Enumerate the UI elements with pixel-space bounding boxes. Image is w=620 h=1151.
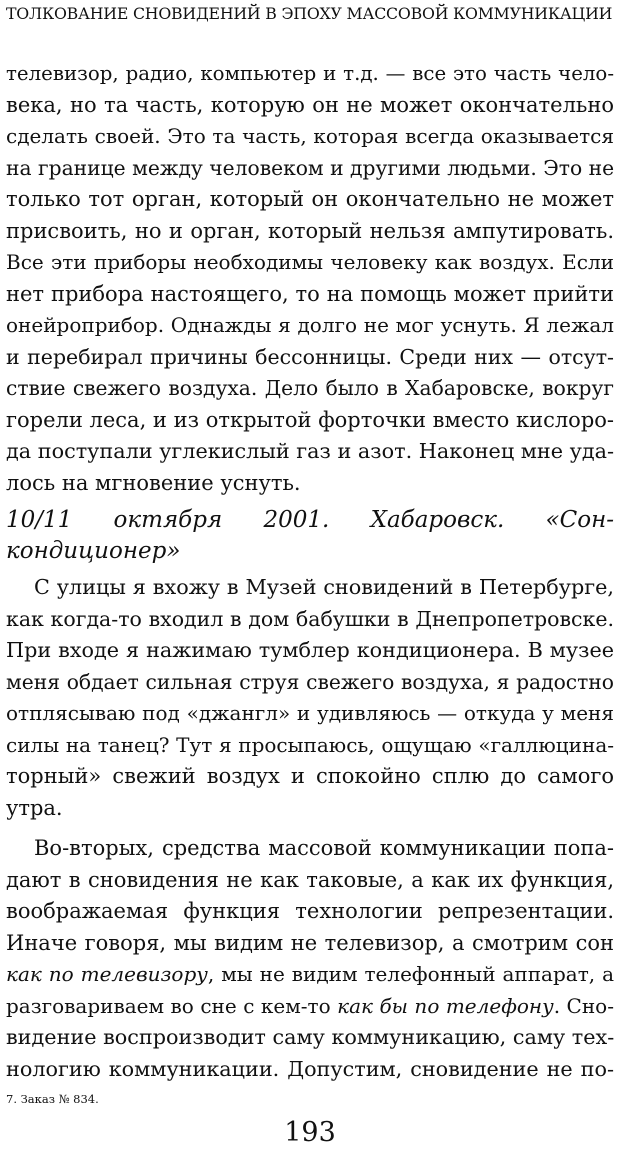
text-span: . Сно-: [553, 993, 614, 1018]
text-line: на границе между человеком и другими людьми. Это не: [6, 155, 615, 180]
italic-phrase: как бы по телефону: [337, 993, 554, 1018]
paragraph-3: [6, 833, 614, 1085]
text-line: да поступали углекислый газ и азот. Наконец мне уда-: [6, 439, 614, 463]
text-line: При входе я нажимаю тумблер кондиционера. В музее: [6, 638, 614, 662]
text-line: века, но та часть, которую он не может окончательно: [6, 92, 614, 117]
text-line: нет прибора настоящего, то на помощь может прийти: [6, 281, 614, 306]
text-line: Иначе говоря, мы видим не телевизор, а смотрим сон: [6, 930, 614, 955]
text-line: нологию коммуникации. Допустим, сновидение не по-: [6, 1056, 614, 1081]
text-line: присвоить, но и орган, который нельзя ампутировать.: [6, 218, 614, 243]
paragraph-2: [6, 572, 614, 824]
text-line: видение воспроизводит саму коммуникацию, саму тех-: [6, 1025, 615, 1049]
text-span: , мы не видим телефонный аппарат, а: [207, 962, 614, 986]
text-line: утра.: [6, 795, 63, 820]
paragraph-1: [6, 58, 614, 499]
text-line: ствие свежего воздуха. Дело было в Хабаровске, вокруг: [6, 376, 614, 400]
page-number: 193: [284, 1117, 336, 1148]
text-line: [6, 991, 614, 1023]
text-line: и перебирал причины бессонницы. Среди них — отсут-: [6, 344, 614, 369]
text-line: только тот орган, который он окончательно не может: [6, 187, 614, 211]
text-line: онейроприбор. Однажды я долго не мог уснуть. Я лежал: [6, 313, 614, 337]
text-line: телевизор, радио, компьютер и т.д. — все это часть чело-: [6, 62, 614, 85]
text-line: Во-вторых, средства массовой коммуникации попа-: [34, 836, 614, 860]
text-line: торный» свежий воздух и спокойно сплю до самого: [6, 764, 614, 788]
heading-line: 10/11 октября 2001. Хабаровск. «Сон-: [6, 507, 614, 533]
text-line: сделать своей. Это та часть, которая всегда оказывается: [6, 124, 614, 148]
text-line: меня обдает сильная струя свежего воздуха, я радостно: [6, 669, 614, 694]
text-line: Все эти приборы необходимы человеку как воздух. Если: [6, 250, 614, 274]
signature-footnote: 7. Заказ № 834.: [6, 1092, 99, 1106]
text-span: разговариваем во сне с кем-то: [6, 993, 338, 1018]
text-line: как когда-то входил в дом бабушки в Днепропетровске.: [6, 606, 614, 631]
heading-line: кондиционер»: [6, 538, 181, 564]
text-line: С улицы я вхожу в Музей сновидений в Петербурге,: [34, 575, 614, 599]
dream-heading: [6, 505, 614, 567]
text-line: [6, 959, 614, 991]
running-head: ТОЛКОВАНИЕ СНОВИДЕНИЙ В ЭПОХУ МАССОВОЙ КОММУНИКАЦИИ: [6, 4, 613, 23]
text-line: горели леса, и из открытой форточки вместо кислоро-: [6, 407, 614, 432]
text-line: воображаемая функция технологии репрезентации.: [6, 899, 614, 923]
text-line: дают в сновидения не как таковые, а как их функция,: [6, 867, 614, 892]
text-line: лось на мгновение уснуть.: [6, 470, 301, 495]
text-line: отплясываю под «джангл» и удивляюсь — откуда у меня: [6, 701, 614, 725]
italic-phrase: как по телевизору: [6, 962, 208, 986]
text-line: силы на танец? Тут я просыпаюсь, ощущаю «галлюцина-: [6, 732, 614, 757]
